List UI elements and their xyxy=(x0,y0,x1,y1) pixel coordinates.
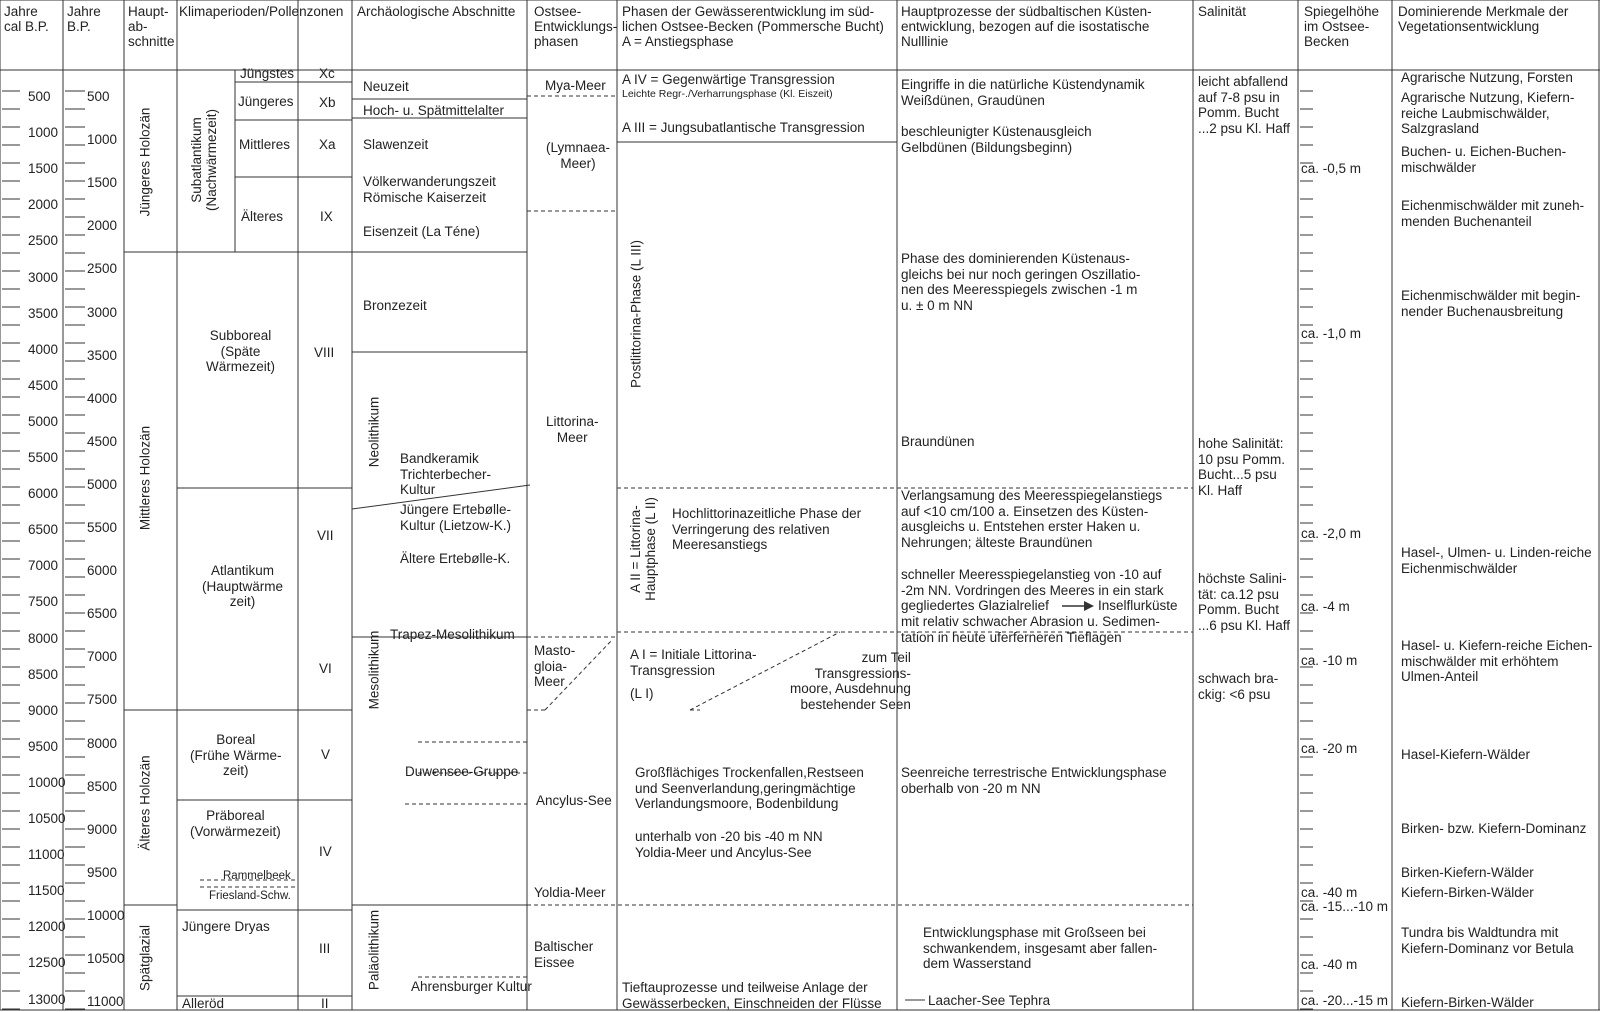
bp-label: 6000 xyxy=(87,563,118,579)
prozess-laacher: Laacher-See Tephra xyxy=(928,993,1051,1008)
phase-trockenfallen: Großflächiges Trockenfallen,Restseen und Seenverlandung,geringmächtige Verlandungsmoore, Bodenbildung xyxy=(635,765,864,811)
header-salinitaet: Salinität xyxy=(1198,4,1247,19)
bp-label: 8500 xyxy=(87,778,118,794)
klima-rammelbeek: Rammelbeek xyxy=(223,870,291,882)
bp-label: 3500 xyxy=(87,347,118,363)
bp-label: 500 xyxy=(87,89,110,104)
veg-birken-dom: Birken- bzw. Kiefern-Dominanz xyxy=(1401,821,1587,836)
klima-praeboreal: Präboreal (Vorwärmezeit) xyxy=(190,808,281,839)
archaeo-voelkerwanderung: Völkerwanderungszeit Römische Kaiserzeit xyxy=(363,174,496,205)
archaeo-neolithikum: Neolithikum xyxy=(366,396,382,468)
ostsee-eissee: Baltischer Eissee xyxy=(534,939,594,970)
archaeo-hochmittelalter: Hoch- u. Spätmittelalter xyxy=(363,103,505,118)
archaeo-eisenzeit: Eisenzeit (La Téne) xyxy=(363,224,480,239)
cal-bp-label: 4500 xyxy=(28,377,59,393)
spiegel-label: ca. -10 m xyxy=(1301,653,1358,668)
veg-eichen-beg: Eichenmischwälder mit begin- nender Buchenausbreitung xyxy=(1401,288,1581,319)
phase-postlittorina: Postlittorina-Phase (L III) xyxy=(628,239,644,389)
archaeo-bandkeramik: Bandkeramik Trichterbecher- Kultur xyxy=(400,451,492,497)
phase-tiefta: Tieftauprozesse und teilweise Anlage der Gewässerbecken, Einschneiden der Flüsse xyxy=(622,980,882,1011)
cal-bp-label: 4000 xyxy=(28,341,59,357)
prozess-entwicklung: Entwicklungsphase mit Großseen bei schwankendem, insgesamt aber fallen- dem Wasserstand xyxy=(923,925,1158,971)
veg-hasel-kiefern: Hasel- u. Kiefern-reiche Eichen- mischwälder mit erhöhtem Ulmen-Anteil xyxy=(1401,638,1593,684)
bp-label: 1500 xyxy=(87,175,118,191)
ostsee-mastogloia: Masto- gloia- Meer xyxy=(534,643,576,689)
cal-bp-label: 3000 xyxy=(28,269,59,285)
cal-bp-label: 10000 xyxy=(28,774,66,790)
bp-label: 5000 xyxy=(87,476,118,492)
spiegel-label: ca. -2,0 m xyxy=(1301,526,1362,541)
salinitaet-hohe: hohe Salinität: 10 psu Pomm. Bucht...5 psu Kl. Haff xyxy=(1198,436,1286,498)
prozess-schnell-2: mit relativ schwacher Abrasion u. Sedimen- tation in heute uferferneren Tieflagen xyxy=(901,614,1160,645)
spiegel-label: ca. -20 m xyxy=(1301,741,1358,756)
ostsee-littorina: Littorina- Meer xyxy=(546,414,599,445)
klima-boreal: Boreal (Frühe Wärme- zeit) xyxy=(190,732,282,778)
cal-bp-label: 12000 xyxy=(28,919,66,935)
phase-zumteil: zum Teil Transgressions- moore, Ausdehnung bestehender Seen xyxy=(790,650,911,712)
spiegel-label: ca. -15...-10 m xyxy=(1301,899,1389,914)
cal-bp-label: 6500 xyxy=(28,522,59,538)
phase-a3: A III = Jungsubatlantische Transgression xyxy=(622,120,865,135)
prozess-braunduenen: Braundünen xyxy=(901,434,975,449)
cal-bp-label: 12500 xyxy=(28,955,66,971)
header-cal-bp: Jahre cal B.P. xyxy=(4,4,49,34)
ostsee-lymnaea: (Lymnaea- Meer) xyxy=(546,140,611,171)
cal-bp-label: 1500 xyxy=(28,161,59,177)
cal-bp-label: 10500 xyxy=(28,811,66,826)
archaeo-juengere-ertebolle: Jüngere Ertebølle- Kultur (Lietzow-K.) xyxy=(400,502,512,533)
phase-unterhalb: unterhalb von -20 bis -40 m NN Yoldia-Meer und Ancylus-See xyxy=(635,829,823,860)
cal-bp-label: 9500 xyxy=(28,738,59,754)
klima-aelteres: Älteres xyxy=(241,209,284,224)
cal-bp-label: 8500 xyxy=(28,666,59,682)
bp-label: 3000 xyxy=(87,304,118,320)
cal-bp-label: 2500 xyxy=(28,233,59,249)
header-vegetation: Dominierende Merkmale der Vegetationsentwicklung xyxy=(1398,4,1569,34)
veg-eichen-zun: Eichenmischwälder mit zuneh- menden Buchenanteil xyxy=(1401,198,1585,229)
zone-ix: IX xyxy=(320,209,333,224)
bp-label: 4500 xyxy=(87,433,118,449)
prozess-verlangsamung: Verlangsamung des Meeresspiegelanstiegs auf <10 cm/100 a. Einsetzen des Küsten- ausgleichs u. Entstehen erster Haken u. Nehrungen; älteste Braundünen xyxy=(901,488,1163,550)
cal-bp-label: 500 xyxy=(28,89,51,104)
klima-juengstes: Jüngstes xyxy=(240,66,295,81)
klima-friesland: Friesland-Schw. xyxy=(209,890,291,902)
bp-label: 11000 xyxy=(87,994,124,1010)
cal-bp-label: 3500 xyxy=(28,305,59,321)
salinitaet-schwach: schwach bra- ckig: <6 psu xyxy=(1198,671,1279,702)
phase-a4: A IV = Gegenwärtige Transgression xyxy=(622,72,835,87)
spiegel-label: ca. -40 m xyxy=(1301,885,1358,900)
cal-bp-label: 7000 xyxy=(28,558,59,574)
bp-label: 1000 xyxy=(87,132,118,148)
archaeo-neuzeit: Neuzeit xyxy=(363,79,409,94)
header-prozesse: Hauptprozesse der südbaltischen Küsten- entwicklung, bezogen auf die isostatische Nulllinie xyxy=(901,4,1152,49)
klima-subboreal: Subboreal (Späte Wärmezeit) xyxy=(206,328,276,374)
header-bp: Jahre B.P. xyxy=(67,4,101,34)
klima-subatlantikum: Subatlantikum (Nachwärmezeit) xyxy=(189,108,219,212)
prozess-inselflur: Inselflurküste xyxy=(1098,598,1178,613)
bp-label: 10500 xyxy=(87,951,125,966)
cal-bp-label: 6000 xyxy=(28,486,59,502)
header-archaeo: Archäologische Abschnitte xyxy=(357,4,516,19)
veg-tundra: Tundra bis Waldtundra mit Kiefern-Dominanz vor Betula xyxy=(1401,925,1574,956)
zone-vi: VI xyxy=(319,661,332,676)
prozess-eingriffe: Eingriffe in die natürliche Küstendynamik Weißdünen, Graudünen xyxy=(901,77,1145,108)
cal-bp-label: 8000 xyxy=(28,630,59,646)
veg-agrar2: Agrarische Nutzung, Kiefern- reiche Laubmischwälder, Salzgrasland xyxy=(1401,90,1575,136)
prozess-schnell-1: schneller Meeresspiegelanstieg von -10 auf -2m NN. Vordringen des Meeres in ein stark gegliedertes Glazialrelief xyxy=(901,567,1164,613)
archaeo-aeltere-ertebolle: Ältere Ertebølle-K. xyxy=(400,551,511,566)
ostsee-yoldia: Yoldia-Meer xyxy=(534,885,606,900)
zone-v: V xyxy=(321,747,331,762)
bp-label: 10000 xyxy=(87,907,125,923)
veg-kiefern-birken: Kiefern-Birken-Wälder xyxy=(1401,885,1534,900)
zone-xb: Xb xyxy=(319,95,336,110)
spiegel-label: ca. -1,0 m xyxy=(1301,326,1362,341)
cal-bp-label: 9000 xyxy=(28,702,59,718)
header-klima: Klimaperioden/Pollenzonen xyxy=(179,4,344,19)
zone-iii: III xyxy=(319,941,331,956)
zone-xa: Xa xyxy=(319,137,336,152)
phase-hochlittorina: Hochlittorinazeitliche Phase der Verringerung des relativen Meeresanstiegs xyxy=(672,506,862,552)
phase-l1: (L I) xyxy=(630,686,654,701)
prozess-beschleunigt: beschleunigter Küstenausgleich Gelbdünen (Bildungsbeginn) xyxy=(901,124,1092,155)
header-hauptabschnitte: Haupt- ab- schnitte xyxy=(128,4,175,49)
phase-a4-sub: Leichte Regr-./Verharrungsphase (Kl. Eiszeit) xyxy=(622,88,833,100)
bp-label: 4000 xyxy=(87,390,118,406)
hauptabschnitt-mittleres-holozaen: Mittleres Holozän xyxy=(137,425,153,531)
cal-bp-label: 13000 xyxy=(28,991,66,1007)
salinitaet-hoechste: höchste Salini- tät: ca.12 psu Pomm. Bucht ...6 psu Kl. Haff xyxy=(1198,571,1291,633)
zone-vii: VII xyxy=(317,528,334,543)
veg-agrar1: Agrarische Nutzung, Forsten xyxy=(1401,70,1573,85)
spiegel-label: ca. -4 m xyxy=(1301,599,1350,614)
header-phasen: Phasen der Gewässerentwicklung im süd- lichen Ostsee-Becken (Pommersche Bucht) A = Anstiegsphase xyxy=(622,4,884,49)
archaeo-slawenzeit: Slawenzeit xyxy=(363,137,429,152)
archaeo-trapez: Trapez-Mesolithikum xyxy=(390,627,515,642)
bp-label: 9000 xyxy=(87,821,118,837)
klima-juengeres: Jüngeres xyxy=(238,94,294,109)
klima-atlantikum: Atlantikum (Hauptwärme zeit) xyxy=(202,563,284,609)
bp-label: 5500 xyxy=(87,520,118,535)
header-ostsee: Ostsee- Entwicklungs- phasen xyxy=(534,4,618,49)
bp-label: 7500 xyxy=(87,692,118,708)
ostsee-mya: Mya-Meer xyxy=(545,78,606,93)
bp-label: 2500 xyxy=(87,261,118,277)
zone-ii: II xyxy=(321,996,329,1011)
archaeo-palaeolithikum: Paläolithikum xyxy=(366,909,382,991)
cal-bp-label: 2000 xyxy=(28,197,59,213)
veg-kiefern-birken2: Kiefern-Birken-Wälder xyxy=(1401,995,1534,1010)
cal-bp-label: 7500 xyxy=(28,594,59,610)
prozess-phase-dom: Phase des dominierenden Küstenaus- gleichs bei nur noch geringen Oszillatio- nen des Meeresspiegels zwischen -1 m u. ± 0 m NN xyxy=(901,251,1141,313)
cal-bp-label: 11500 xyxy=(28,883,65,899)
zone-iv: IV xyxy=(319,844,332,859)
bp-label: 9500 xyxy=(87,864,118,880)
bp-label: 2000 xyxy=(87,218,118,234)
klima-juengere-dryas: Jüngere Dryas xyxy=(182,919,270,934)
klima-mittleres: Mittleres xyxy=(239,137,291,152)
spiegel-label: ca. -20...-15 m xyxy=(1301,993,1389,1008)
cal-bp-label: 5000 xyxy=(28,413,59,429)
veg-buchen: Buchen- u. Eichen-Buchen- mischwälder xyxy=(1401,144,1567,175)
ostsee-ancylus: Ancylus-See xyxy=(536,793,612,808)
cal-bp-label: 5500 xyxy=(28,450,59,465)
header-spiegel: Spiegelhöhe im Ostsee- Becken xyxy=(1304,4,1380,49)
prozess-seenreich: Seenreiche terrestrische Entwicklungsphase oberhalb von -20 m NN xyxy=(901,765,1167,796)
hauptabschnitt-aelteres-holozaen: Älteres Holozän xyxy=(137,755,153,851)
archaeo-duwensee: Duwensee-Gruppe xyxy=(405,764,519,779)
klima-alleroed: Alleröd xyxy=(182,996,225,1011)
phase-a2: A II = Littorina- Hauptphase (L II) xyxy=(628,497,658,601)
archaeo-ahrensburger: Ahrensburger Kultur xyxy=(411,979,532,994)
phase-a1: A I = Initiale Littorina- Transgression xyxy=(630,647,757,678)
cal-bp-label: 11000 xyxy=(28,847,65,863)
archaeo-mesolithikum: Mesolithikum xyxy=(366,630,382,710)
bp-label: 7000 xyxy=(87,649,118,665)
veg-hasel-ulmen: Hasel-, Ulmen- u. Linden-reiche Eichenmischwälder xyxy=(1401,545,1592,576)
hauptabschnitt-spaetglazial: Spätglazial xyxy=(137,924,153,992)
veg-hasel-kiefern-w: Hasel-Kiefern-Wälder xyxy=(1401,747,1531,762)
zone-xc: Xc xyxy=(319,66,335,81)
cal-bp-label: 1000 xyxy=(28,125,59,141)
bp-label: 6500 xyxy=(87,606,118,622)
spiegel-label: ca. -40 m xyxy=(1301,957,1358,972)
salinitaet-leicht: leicht abfallend auf 7-8 psu in Pomm. Bucht ...2 psu Kl. Haff xyxy=(1198,74,1291,136)
bp-label: 8000 xyxy=(87,735,118,751)
hauptabschnitt-juengeres-holozaen: Jüngeres Holozän xyxy=(137,107,153,217)
archaeo-bronzezeit: Bronzezeit xyxy=(363,298,427,313)
zone-viii: VIII xyxy=(314,345,335,360)
spiegel-label: ca. -0,5 m xyxy=(1301,161,1362,176)
veg-birken-kiefern: Birken-Kiefern-Wälder xyxy=(1401,865,1534,880)
